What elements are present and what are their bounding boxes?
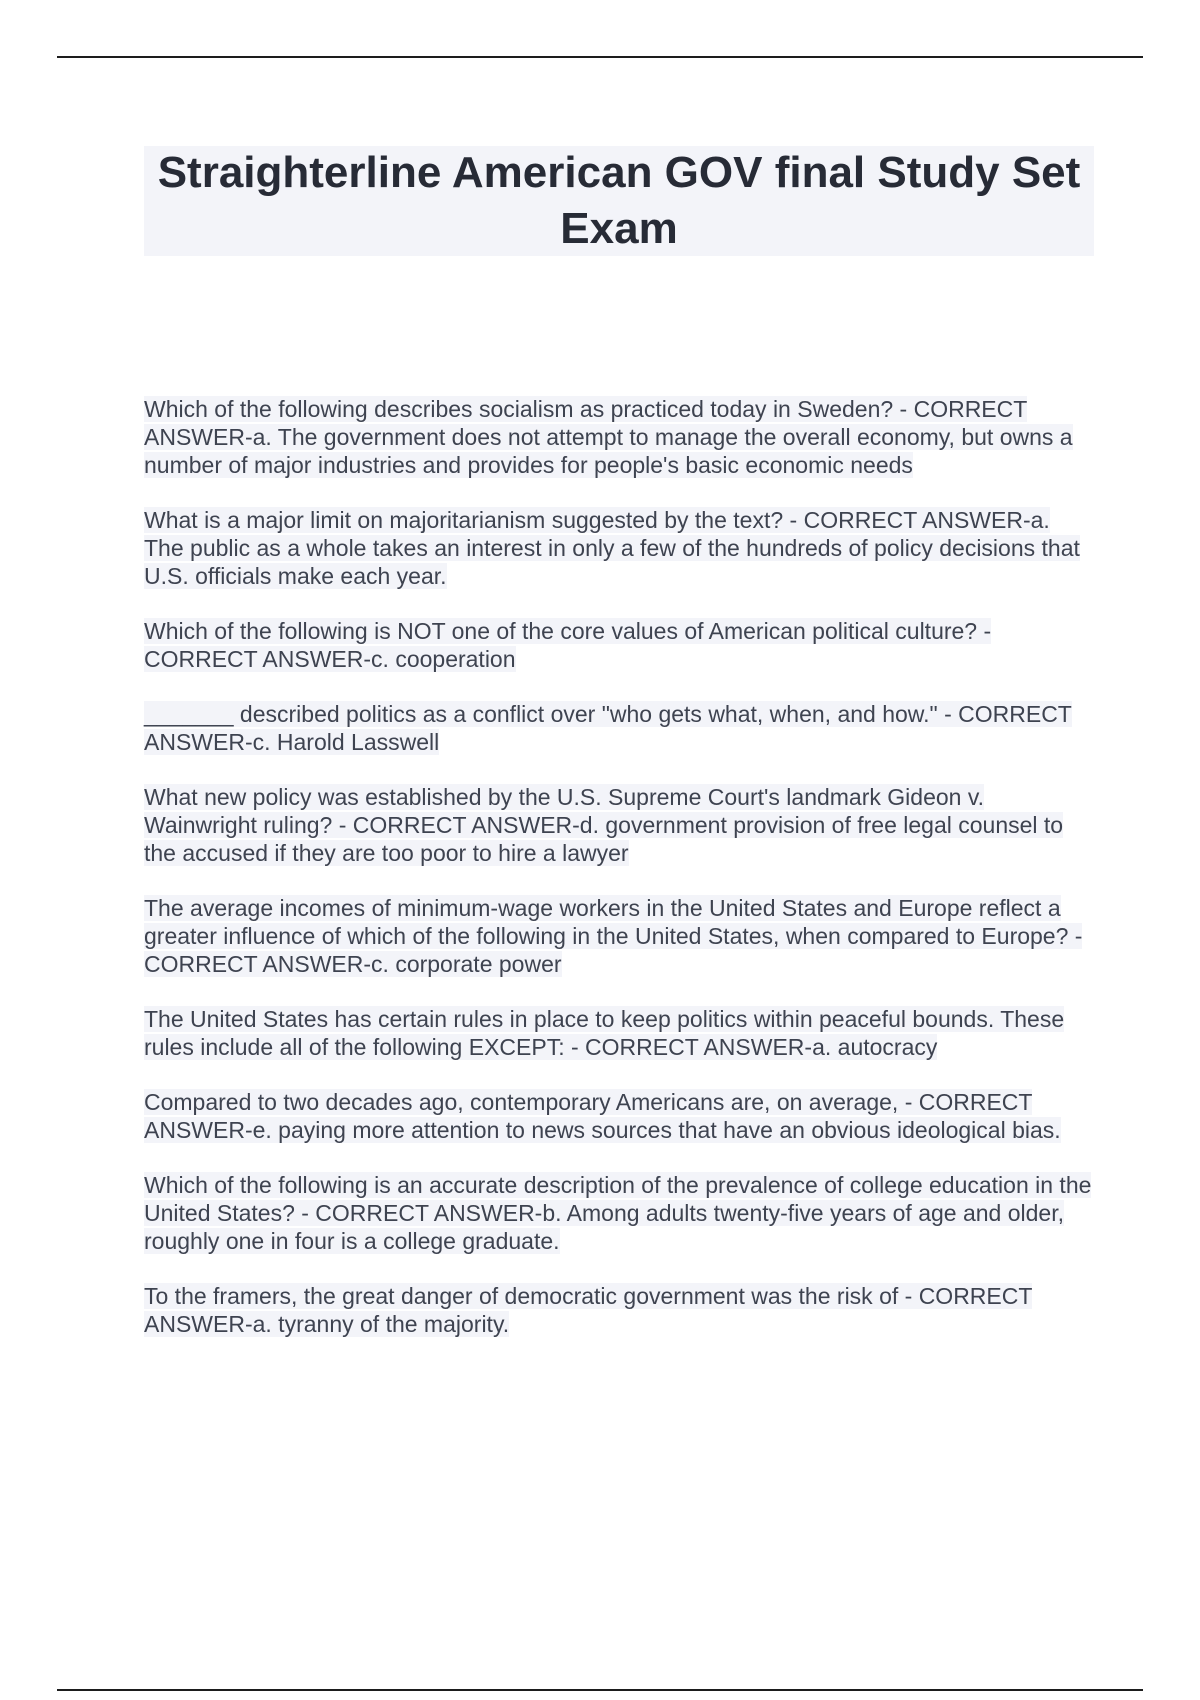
qa-text: Compared to two decades ago, contemporary Americans are, on average, - CORRECT ANSWER-e. paying more attention to news sources that have an obvious ideological bias. xyxy=(144,1089,1061,1143)
qa-item xyxy=(144,617,1094,673)
qa-item xyxy=(144,1171,1094,1255)
qa-text: The United States has certain rules in place to keep politics within peaceful bounds. These rules include all of the following EXCEPT: - CORRECT ANSWER-a. autocracy xyxy=(144,1006,1065,1060)
qa-item xyxy=(144,395,1094,479)
document-title: Straighterline American GOV final Study Set Exam xyxy=(157,148,1081,253)
top-rule xyxy=(57,56,1143,58)
qa-text: Which of the following describes socialism as practiced today in Sweden? - CORRECT ANSWER-a. The government does not attempt to manage the overall economy, but owns a number of major industries and provides for people's basic economic needs xyxy=(144,396,1073,478)
qa-text: _______ described politics as a conflict over "who gets what, when, and how." - CORRECT ANSWER-c. Harold Lasswell xyxy=(144,701,1072,755)
qa-item xyxy=(144,506,1094,590)
qa-item xyxy=(144,700,1094,756)
qa-text: Which of the following is an accurate description of the prevalence of college education in the United States? - CORRECT ANSWER-b. Among adults twenty-five years of age and older, roughly one in four is a college graduate. xyxy=(144,1172,1092,1254)
qa-item xyxy=(144,783,1094,867)
qa-item xyxy=(144,1088,1094,1144)
bottom-rule xyxy=(57,1689,1143,1691)
qa-item xyxy=(144,1005,1094,1061)
qa-list xyxy=(144,395,1094,1365)
qa-item xyxy=(144,894,1094,978)
qa-text: What is a major limit on majoritarianism suggested by the text? - CORRECT ANSWER-a. The public as a whole takes an interest in only a few of the hundreds of policy decisions that U.S. officials make each year. xyxy=(144,507,1080,589)
qa-item xyxy=(144,1282,1094,1338)
qa-text: To the framers, the great danger of democratic government was the risk of - CORRECT ANSWER-a. tyranny of the majority. xyxy=(144,1283,1033,1337)
qa-text: Which of the following is NOT one of the core values of American political culture? - CORRECT ANSWER-c. cooperation xyxy=(144,618,992,672)
title-banner xyxy=(144,146,1094,256)
qa-text: The average incomes of minimum-wage workers in the United States and Europe reflect a greater influence of which of the following in the United States, when compared to Europe? - CORRECT ANSWER-c. corporate power xyxy=(144,895,1083,977)
qa-text: What new policy was established by the U.S. Supreme Court's landmark Gideon v. Wainwright ruling? - CORRECT ANSWER-d. government provision of free legal counsel to the accused if they are too poor to hire a lawyer xyxy=(144,784,1064,866)
